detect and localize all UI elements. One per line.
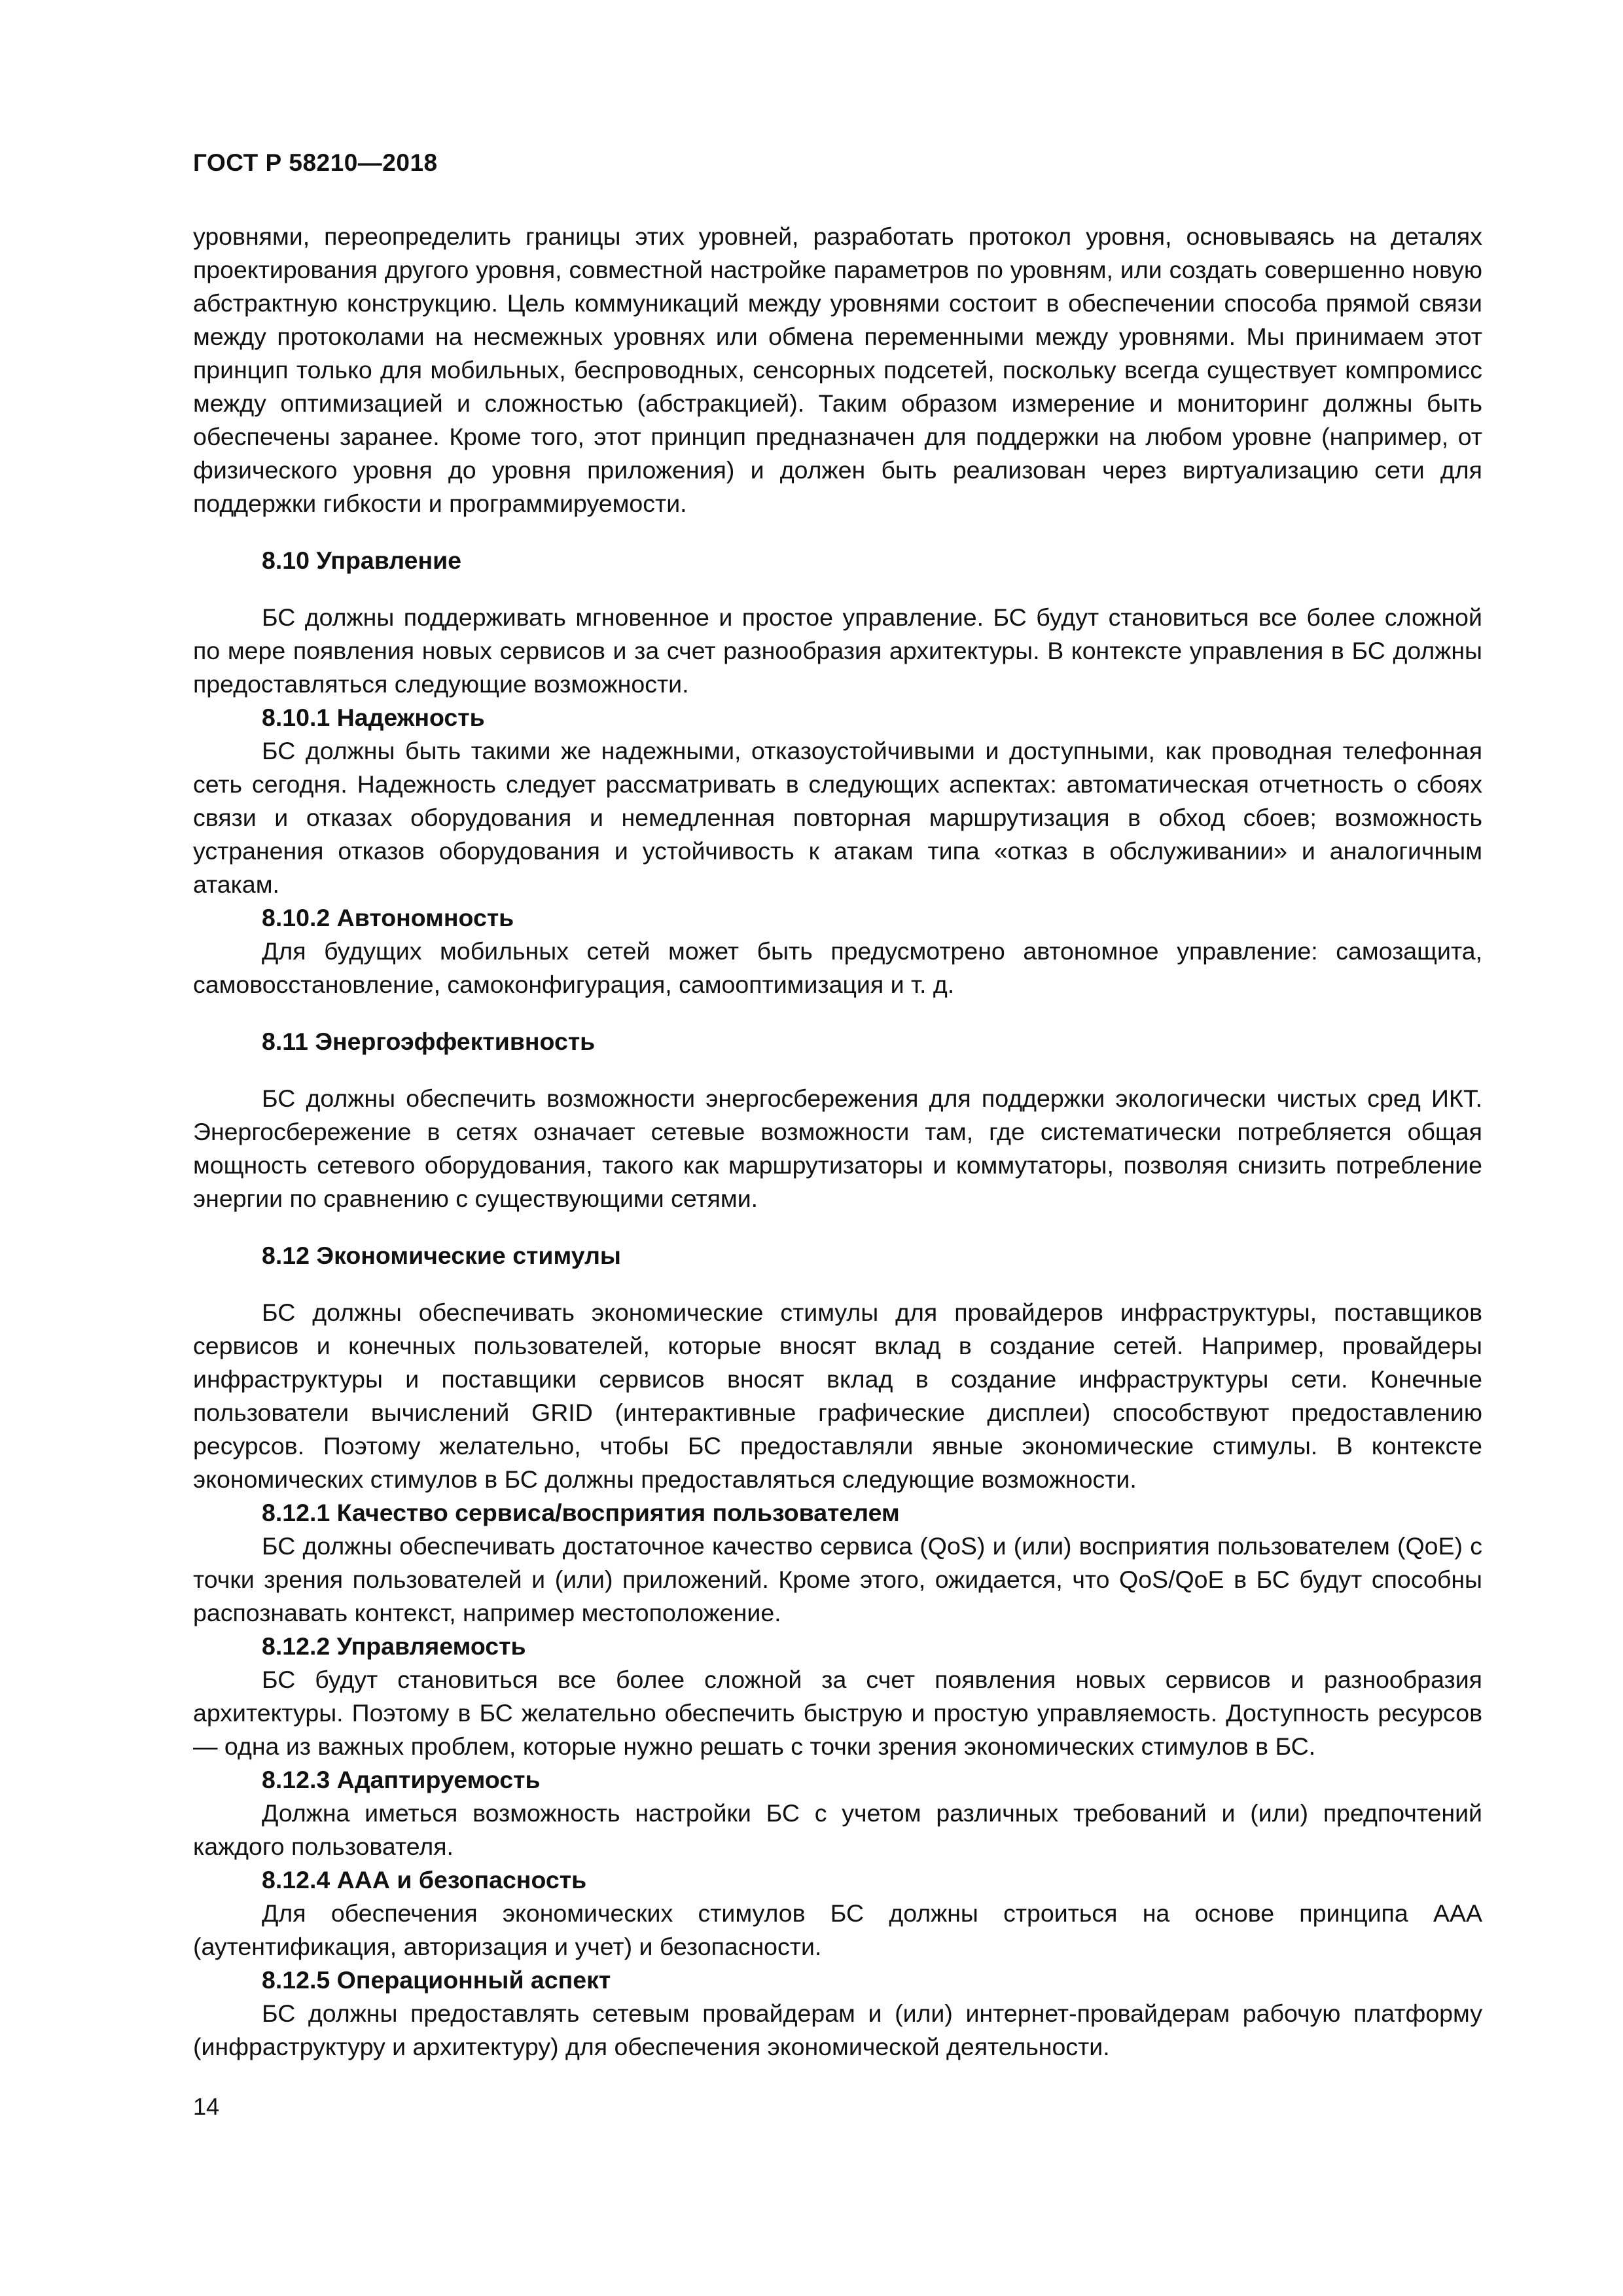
paragraph-8-12-2: БС будут становиться все более сложной за счет появления новых сервисов и разнообразия архитектуры. Поэтому в БС желательно обеспечить быструю и простую управляемость. Доступность ресурсов — одна из важных проблем, которые нужно решать с точки зрения экономических стимулов в БС. xyxy=(193,1666,1482,1760)
paragraph-8-12-5: БС должны предоставлять сетевым провайдерам и (или) интернет-провайдерам рабочую платформу (инфраструктуру и архитектуру) для обеспечения экономической деятельности. xyxy=(193,2000,1482,2060)
section-heading-8-10: 8.10 Управление xyxy=(262,547,462,574)
subsection-heading-8-12-5: 8.12.5 Операционный аспект xyxy=(262,1966,611,1994)
section-heading-8-11: 8.11 Энергоэффективность xyxy=(262,1028,596,1055)
paragraph-8-10: БС должны поддерживать мгновенное и простое управление. БС будут становиться все более сложной по мере появления новых сервисов и за счет разнообразия архитектуры. В контексте управления в БС должны предоставляться следующие возможности. xyxy=(193,603,1482,698)
section-heading-8-12: 8.12 Экономические стимулы xyxy=(262,1242,621,1269)
document-body xyxy=(193,220,1482,2064)
subsection-heading-8-10-2: 8.10.2 Автономность xyxy=(262,904,514,931)
paragraph-8-12-4: Для обеспечения экономических стимулов БС должны строиться на основе принципа ААА (аутентификация, авторизация и учет) и безопасности. xyxy=(193,1899,1482,1960)
document-header: ГОСТ Р 58210—2018 xyxy=(193,149,438,176)
subsection-heading-8-10-1: 8.10.1 Надежность xyxy=(262,704,485,731)
subsection-heading-8-12-4: 8.12.4 ААА и безопасность xyxy=(262,1866,587,1893)
subsection-heading-8-12-3: 8.12.3 Адаптируемость xyxy=(262,1766,541,1793)
paragraph-intro: уровнями, переопределить границы этих уровней, разработать протокол уровня, основываясь на деталях проектирования другого уровня, совместной настройке параметров по уровням, или создать совершенно новую абстрактную конструкцию. Цель коммуникаций между уровнями состоит в обеспечении способа прямой связи между протоколами на несмежных уровнях или обмена переменными между уровнями. Мы принимаем этот принцип только для мобильных, беспроводных, сенсорных подсетей, поскольку всегда существует компромисс между оптимизацией и сложностью (абстракцией). Таким образом измерение и мониторинг должны быть обеспечены заранее. Кроме того, этот принцип предназначен для поддержки на любом уровне (например, от физического уровня до уровня приложения) и должен быть реализован через виртуализацию сети для поддержки гибкости и программируемости. xyxy=(193,223,1482,517)
paragraph-8-12: БС должны обеспечивать экономические стимулы для провайдеров инфраструктуры, поставщиков сервисов и конечных пользователей, которые вносят вклад в создание сетей. Например, провайдеры инфраструктуры и поставщики сервисов вносят вклад в создание инфраструктуры сети. Конечные пользователи вычислений GRID (интерактивные графические дисплеи) способствуют предоставлению ресурсов. Поэтому желательно, чтобы БС предоставляли явные экономические стимулы. В контексте экономических стимулов в БС должны предоставляться следующие возможности. xyxy=(193,1299,1482,1493)
paragraph-8-12-1: БС должны обеспечивать достаточное качество сервиса (QoS) и (или) восприятия пользователем (QoE) с точки зрения пользователей и (или) приложений. Кроме этого, ожидается, что QoS/QoE в БС будут способны распознавать контекст, например местоположение. xyxy=(193,1532,1482,1626)
subsection-heading-8-12-1: 8.12.1 Качество сервиса/восприятия пользователем xyxy=(262,1499,900,1526)
paragraph-8-12-3: Должна иметься возможность настройки БС с учетом различных требований и (или) предпочтений каждого пользователя. xyxy=(193,1799,1482,1860)
page-number: 14 xyxy=(193,2093,220,2120)
paragraph-8-11: БС должны обеспечить возможности энергосбережения для поддержки экологически чистых сред ИКТ. Энергосбережение в сетях означает сетевые возможности там, где систематически потребляется общая мощность сетевого оборудования, такого как маршрутизаторы и коммутаторы, позволяя снизить потребление энергии по сравнению с существующими сетями. xyxy=(193,1085,1482,1212)
paragraph-8-10-2: Для будущих мобильных сетей может быть предусмотрено автономное управление: самозащита, самовосстановление, самоконфигурация, самооптимизация и т. д. xyxy=(193,937,1482,998)
subsection-heading-8-12-2: 8.12.2 Управляемость xyxy=(262,1632,526,1660)
paragraph-8-10-1: БС должны быть такими же надежными, отказоустойчивыми и доступными, как проводная телефонная сеть сегодня. Надежность следует рассматривать в следующих аспектах: автоматическая отчетность о сбоях связи и отказах оборудования и немедленная повторная маршрутизация в обход сбоев; возможность устранения отказов оборудования и устойчивость к атакам типа «отказ в обслуживании» и аналогичным атакам. xyxy=(193,737,1482,898)
